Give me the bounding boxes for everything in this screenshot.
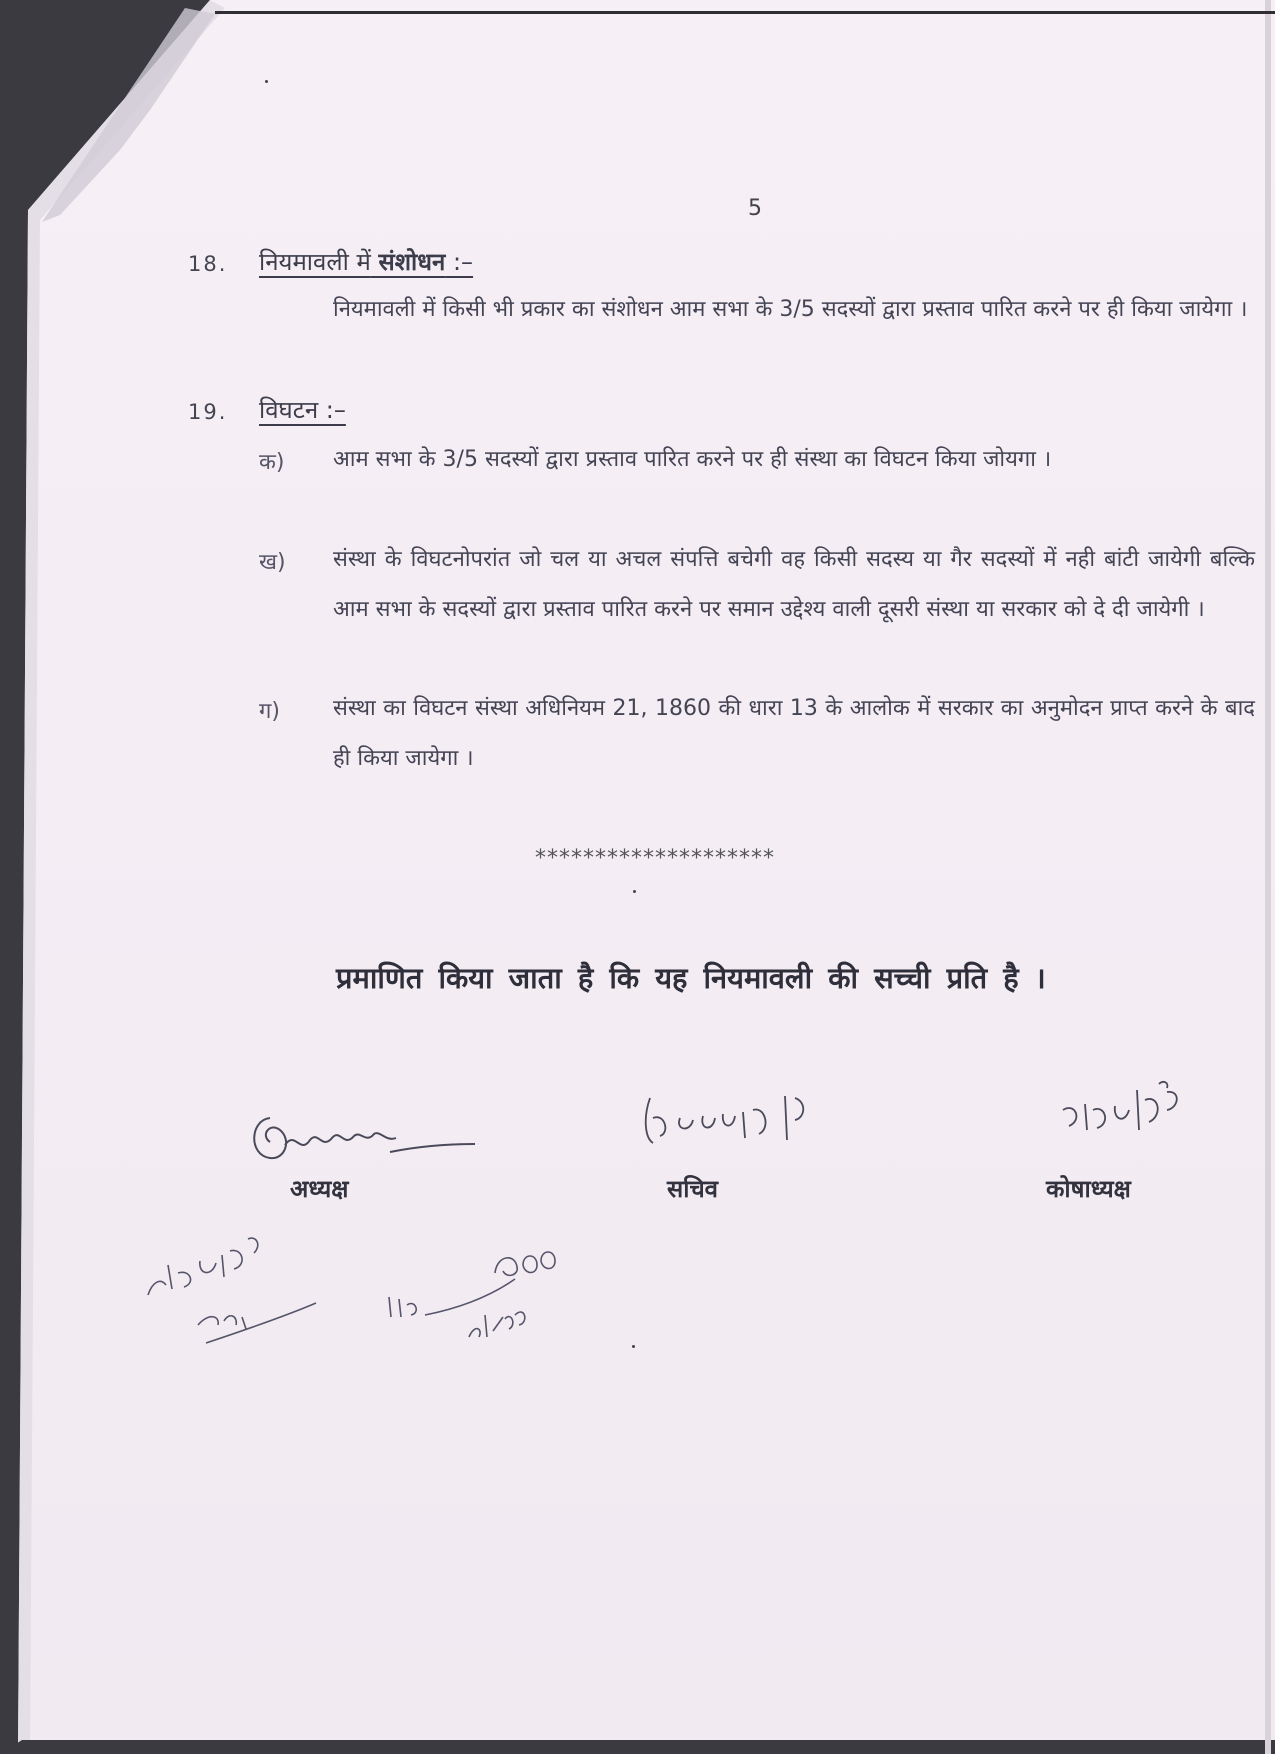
treasurer-label: कोषाध्यक्ष: [1046, 1175, 1131, 1203]
certification-statement: प्रमाणित किया जाता है कि यह नियमावली की सच्ची प्रति है ।: [336, 961, 1046, 995]
item-ga-marker: ग): [259, 699, 280, 724]
handwritten-receipt-note: [385, 1245, 575, 1345]
treasurer-signature: [1055, 1080, 1205, 1150]
scan-speck: [265, 80, 268, 83]
handwritten-verification-note: [138, 1225, 328, 1350]
separator-stars: ********************: [535, 846, 775, 871]
section-19-heading: विघटन :–: [259, 396, 346, 424]
top-rule: [215, 11, 1275, 14]
secretary-label: सचिव: [667, 1175, 719, 1203]
scan-speck: [633, 890, 636, 893]
section-18-body: नियमावली में किसी भी प्रकार का संशोधन आम सभा के 3/5 सदस्यों द्वारा प्रस्ताव पारित करने पर ही किया जायेगा ।: [333, 297, 1248, 322]
section-18-heading-bold: संशोधन: [378, 248, 446, 276]
president-signature: [240, 1100, 490, 1180]
item-kha-text: संस्था के विघटनोपरांत जो चल या अचल संपत्ति बचेगी वह किसी सदस्य या गैर सदस्यों में नही बांटी जायेगी बल्कि आम सभा के सदस्यों द्वारा प्रस्ताव पारित करने पर समान उद्देश्य वाली दूसरी संस्था या सरकार को दे दी जायेगी ।: [333, 547, 1255, 622]
section-18-number: 18.: [188, 252, 228, 276]
section-18-heading-text: नियमावली में: [259, 248, 371, 276]
section-18-heading-suffix: :–: [452, 248, 474, 276]
item-ga-text: संस्था का विघटन संस्था अधिनियम 21, 1860 की धारा 13 के आलोक में सरकार का अनुमोदन प्राप्त करने के बाद ही किया जायेगा ।: [333, 696, 1255, 771]
secretary-signature: [635, 1088, 845, 1158]
scan-speck: [632, 1345, 635, 1348]
section-18-heading: [259, 245, 473, 278]
item-ka-text: आम सभा के 3/5 सदस्यों द्वारा प्रस्ताव पारित करने पर ही संस्था का विघटन किया जोयगा ।: [333, 447, 1052, 472]
section-19-number: 19.: [188, 400, 228, 424]
item-ka-marker: क): [259, 450, 285, 475]
item-kha-marker: ख): [259, 550, 286, 575]
president-label: अध्यक्ष: [290, 1175, 349, 1203]
page-number: 5: [748, 196, 762, 221]
